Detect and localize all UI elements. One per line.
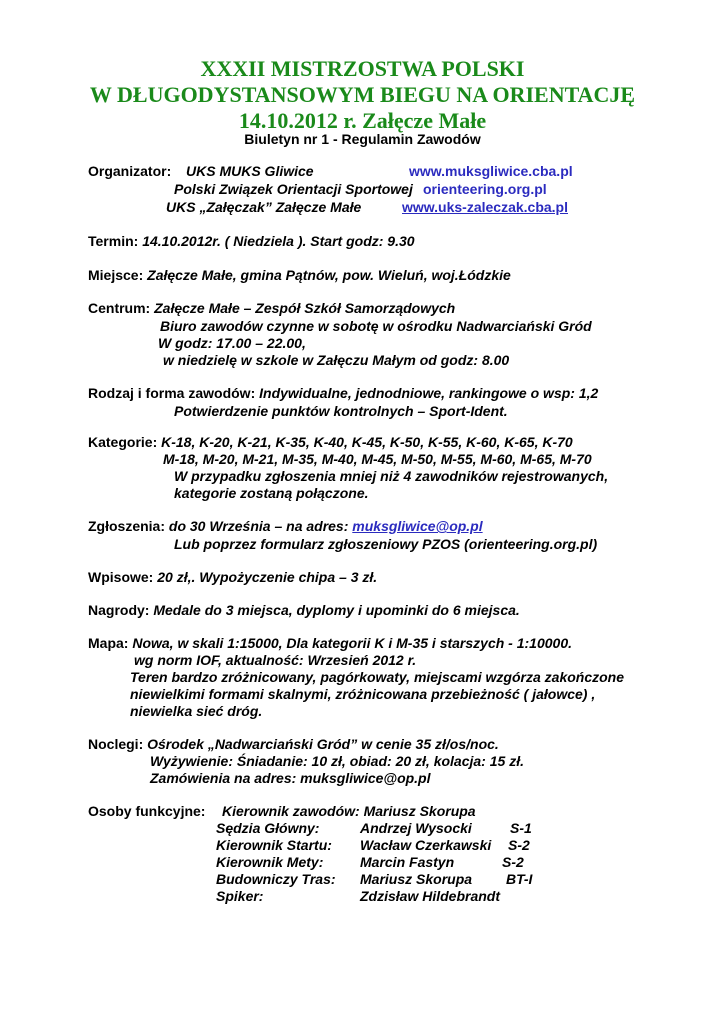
centrum-label: Centrum: [88, 300, 151, 316]
mapa-value-1: Nowa, w skali 1:15000, Dla kategorii K i M-35 i starszych - 1:10000. [132, 635, 572, 651]
wpisowe-label: Wpisowe: [88, 569, 154, 585]
rodzaj-value-2: Potwierdzenie punktów kontrolnych – Sport-Ident. [174, 403, 508, 419]
rodzaj-label: Rodzaj i forma zawodów [88, 385, 251, 401]
osoby-row-3-class: S-2 [502, 854, 524, 870]
miejsce-value: Załęcze Małe, gmina Pątnów, pow. Wieluń, woj.Łódzkie [147, 267, 511, 283]
mapa-value-2: wg norm IOF, aktualność: Wrzesień 2012 r. [134, 652, 417, 668]
osoby-row-5-name: Zdzisław Hildebrandt [360, 888, 501, 904]
mapa-line-1 [88, 634, 572, 652]
osoby-row-4-name: Mariusz Skorupa [360, 871, 473, 887]
wpisowe-line [88, 568, 377, 586]
centrum-line-1 [88, 299, 455, 317]
osoby-row-2-class: S-2 [508, 837, 530, 853]
zgloszenia-email-link[interactable]: muksgliwice@op.pl [352, 518, 483, 534]
osoby-row-0-role: Kierownik zawodów: Mariusz Skorupa [222, 803, 476, 819]
noclegi-label: Noclegi: [88, 736, 144, 752]
osoby-row-3-role: Kierownik Mety: [216, 854, 324, 870]
noclegi-value-3: Zamówienia na adres: muksgliwice@op.pl [150, 770, 431, 786]
osoby-row-3-name: Marcin Fastyn [360, 854, 455, 870]
wpisowe-value: 20 zł,. Wypożyczenie chipa – 3 zł. [157, 569, 378, 585]
title-line-2: W DŁUGODYSTANSOWYM BIEGU NA ORIENTACJĘ [89, 82, 636, 107]
nagrody-value: Medale do 3 miejsca, dyplomy i upominki do 6 miejsca. [153, 602, 520, 618]
osoby-row-4-class: BT-I [506, 871, 533, 887]
osoby-label: Osoby funkcyjne: [88, 803, 206, 819]
mapa-value-3: Teren bardzo zróżnicowany, pagórkowaty, miejscami wzgórza zakończone [130, 669, 625, 685]
subtitle: Biuletyn nr 1 - Regulamin Zawodów [244, 131, 481, 147]
kategorie-label: Kategorie: [88, 434, 158, 450]
centrum-value-4: w niedzielę w szkole w Załęczu Małym od godz: 8.00 [163, 352, 510, 368]
osoby-row-1-class: S-1 [510, 820, 532, 836]
kategorie-value-1: K-18, K-20, K-21, K-35, K-40, K-45, K-50, K-55, K-60, K-65, K-70 [161, 434, 573, 450]
organizer-name-1: UKS MUKS Gliwice [186, 163, 314, 179]
title-line-3: 14.10.2012 r. Załęcze Małe [238, 108, 487, 133]
miejsce-label: Miejsce: [88, 267, 144, 283]
rodzaj-value-1: Indywidualne, jednodniowe, rankingowe o wsp: 1,2 [259, 385, 599, 401]
centrum-value-2: Biuro zawodów czynne w sobotę w ośrodku Nadwarciański Gród [160, 318, 592, 334]
osoby-row-5-role: Spiker: [216, 888, 264, 904]
nagrody-label: Nagrody: [88, 602, 150, 618]
rodzaj-colon: : [250, 385, 256, 401]
osoby-row-1-role: Sędzia Główny: [216, 820, 320, 836]
centrum-value-3: W godz: 17.00 – 22.00, [158, 335, 306, 351]
zgloszenia-value-2: Lub poprzez formularz zgłoszeniowy PZOS (orienteering.org.pl) [174, 536, 598, 552]
noclegi-value-2: Wyżywienie: Śniadanie: 10 zł, obiad: 20 zł, kolacja: 15 zł. [150, 753, 524, 769]
mapa-label: Mapa: [88, 635, 129, 651]
termin-value: 14.10.2012r. ( Niedziela ). Start godz: 9.30 [142, 233, 415, 249]
rodzaj-line-1 [88, 384, 598, 402]
osoby-row-1-name: Andrzej Wysocki [360, 820, 472, 836]
mapa-value-4: niewielkimi formami skalnymi, zróżnicowana przebieżność ( jałowce) , [130, 686, 596, 702]
organizer-name-3: UKS „Załęczak” Załęcze Małe [166, 199, 362, 215]
termin-line [88, 232, 415, 250]
zgloszenia-prefix: do 30 Września – na adres: [168, 518, 353, 534]
organizer-name-2: Polski Związek Orientacji Sportowej [174, 181, 413, 197]
organizer-url-1[interactable]: www.muksgliwice.cba.pl [409, 163, 573, 179]
organizer-url-2[interactable]: orienteering.org.pl [423, 181, 547, 197]
organizer-label: Organizator: [88, 163, 172, 179]
mapa-value-5: niewielka sieć dróg. [130, 703, 263, 719]
nagrody-line [88, 601, 520, 619]
zgloszenia-line-1 [88, 517, 483, 535]
noclegi-value-1: Ośrodek „Nadwarciański Gród” w cenie 35 zł/os/noc. [147, 736, 499, 752]
title-line-1: XXXII MISTRZOSTWA POLSKI [200, 56, 525, 81]
osoby-row-2-role: Kierownik Startu: [216, 837, 332, 853]
termin-label: Termin: [88, 233, 139, 249]
kategorie-value-4: kategorie zostaną połączone. [174, 485, 369, 501]
kategorie-value-2: M-18, M-20, M-21, M-35, M-40, M-45, M-50, M-55, M-60, M-65, M-70 [163, 451, 592, 467]
organizer-url-3[interactable]: www.uks-zaleczak.cba.pl [402, 199, 568, 215]
kategorie-value-3: W przypadku zgłoszenia mniej niż 4 zawodników rejestrowanych, [174, 468, 609, 484]
kategorie-line-1 [88, 433, 573, 451]
centrum-value-1: Załęcze Małe – Zespół Szkół Samorządowych [154, 300, 456, 316]
osoby-row-2-name: Wacław Czerkawski [360, 837, 492, 853]
noclegi-line-1 [88, 735, 499, 753]
osoby-row-4-role: Budowniczy Tras: [216, 871, 336, 887]
zgloszenia-label: Zgłoszenia: [88, 518, 166, 534]
miejsce-line [88, 266, 511, 284]
